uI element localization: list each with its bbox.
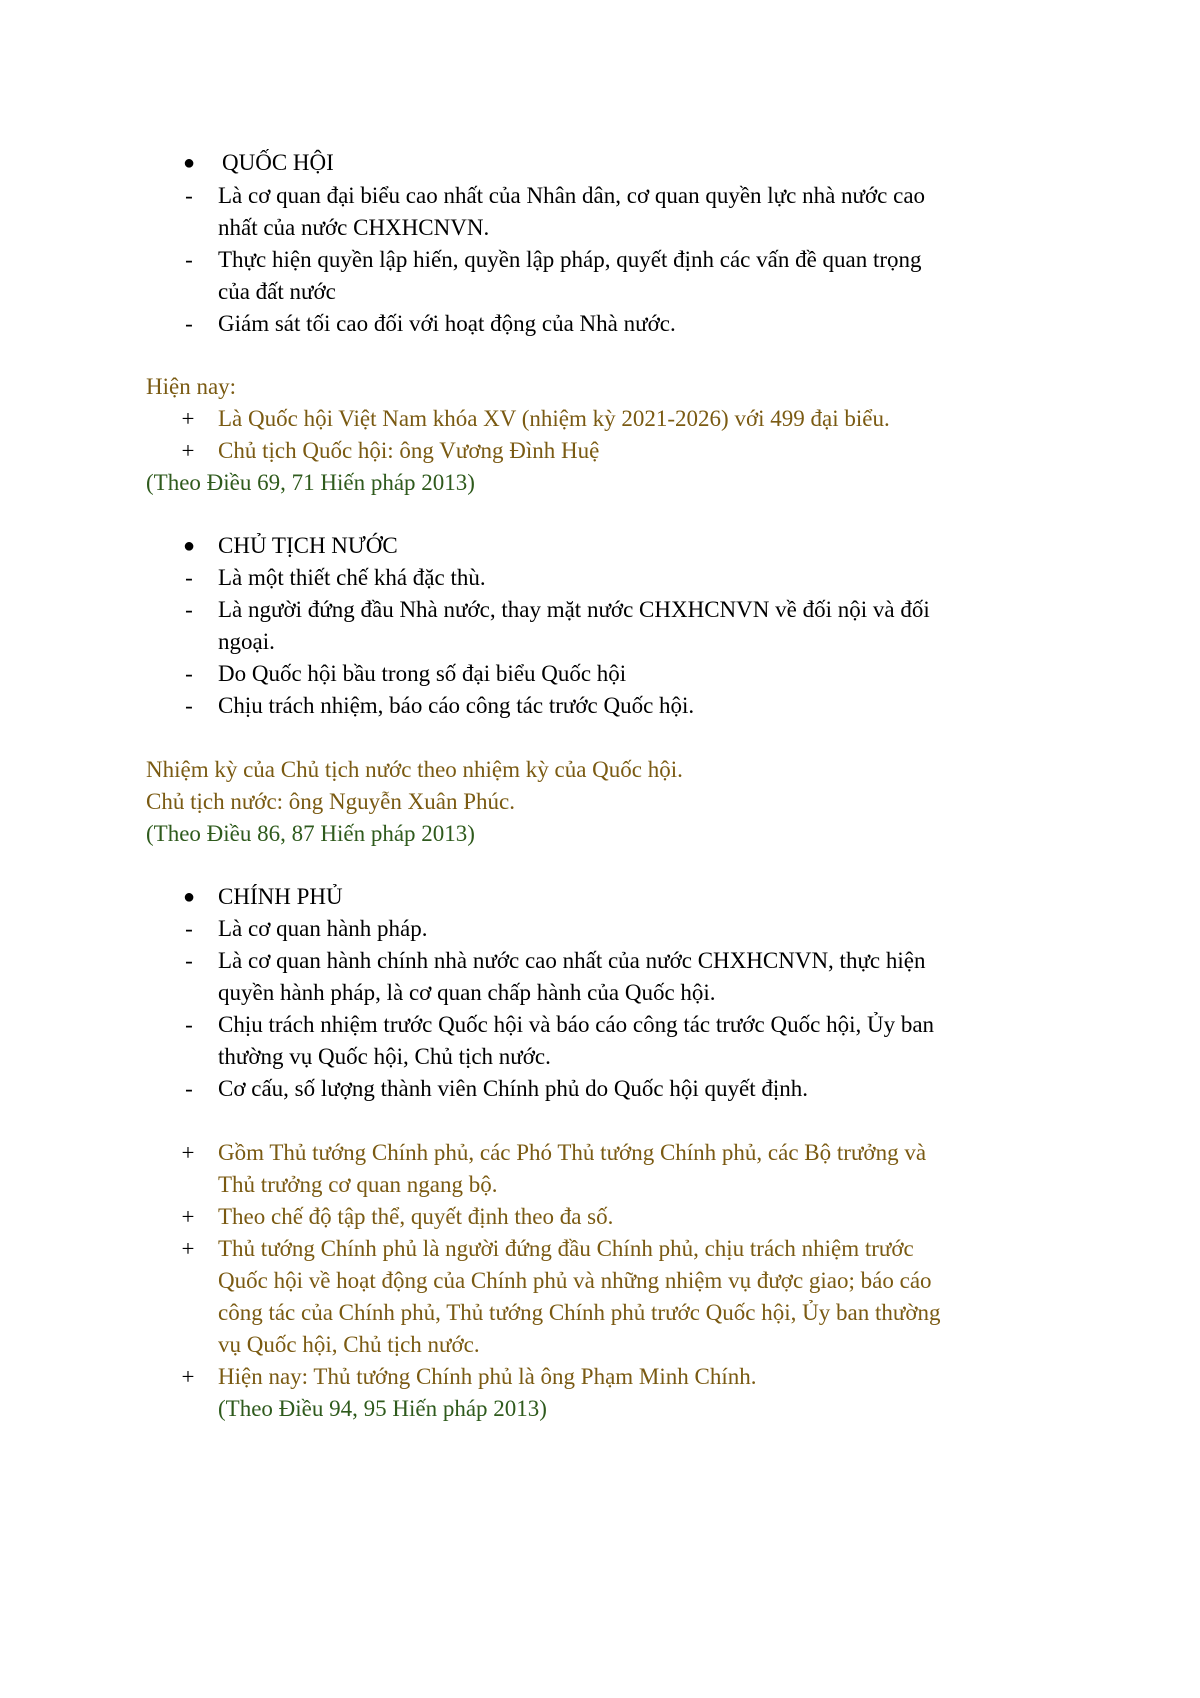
heading-text: QUỐC HỘI — [222, 150, 334, 175]
sub-item-text: vụ Quốc hội, Chủ tịch nước. — [218, 1332, 480, 1357]
plus-marker: + — [181, 1204, 195, 1229]
list-item-text: Là cơ quan hành chính nhà nước cao nhất của nước CHXHCNVN, thực hiện — [218, 948, 926, 973]
dash-marker: - — [185, 661, 193, 686]
plus-marker: + — [181, 438, 195, 463]
list-item-text: Chịu trách nhiệm, báo cáo công tác trước Quốc hội. — [218, 693, 695, 718]
plus-marker: + — [181, 1364, 195, 1389]
current-label-text: Hiện nay: — [146, 374, 237, 399]
sub-item-text: công tác của Chính phủ, Thủ tướng Chính phủ trước Quốc hội, Ủy ban thường — [218, 1300, 941, 1325]
dash-marker: - — [185, 1012, 193, 1037]
bullet-marker: ● — [182, 535, 196, 557]
list-item-text: Thực hiện quyền lập hiến, quyền lập pháp, quyết định các vấn đề quan trọng — [218, 247, 922, 272]
list-item-text: Chịu trách nhiệm trước Quốc hội và báo cáo công tác trước Quốc hội, Ủy ban — [218, 1012, 935, 1037]
bullet-marker: ● — [182, 152, 196, 174]
sub-item-text: Quốc hội về hoạt động của Chính phủ và những nhiệm vụ được giao; báo cáo — [218, 1268, 932, 1293]
plus-marker: + — [181, 1236, 195, 1261]
sub-item-text: Chủ tịch Quốc hội: ông Vương Đình Huệ — [218, 438, 600, 463]
sub-item-text: Hiện nay: Thủ tướng Chính phủ là ông Phạm Minh Chính. — [218, 1364, 757, 1389]
sub-item-text: Gồm Thủ tướng Chính phủ, các Phó Thủ tướng Chính phủ, các Bộ trưởng và — [218, 1140, 927, 1165]
list-item-text: ngoại. — [218, 629, 275, 654]
list-item-text: Do Quốc hội bầu trong số đại biểu Quốc hội — [218, 661, 627, 686]
bullet-marker: ● — [182, 886, 196, 908]
list-item-text: của đất nước — [218, 279, 336, 304]
dash-marker: - — [185, 1076, 193, 1101]
dash-marker: - — [185, 948, 193, 973]
sub-item-text: Thủ trưởng cơ quan ngang bộ. — [218, 1172, 498, 1197]
list-item-text: Là một thiết chế khá đặc thù. — [218, 565, 486, 590]
plus-marker: + — [181, 1140, 195, 1165]
dash-marker: - — [185, 693, 193, 718]
sub-item-text: Là Quốc hội Việt Nam khóa XV (nhiệm kỳ 2021-2026) với 499 đại biểu. — [218, 406, 890, 431]
list-item-text: Giám sát tối cao đối với hoạt động của Nhà nước. — [218, 311, 676, 336]
dash-marker: - — [185, 916, 193, 941]
list-item-text: Là cơ quan hành pháp. — [218, 916, 428, 941]
heading-text: CHÍNH PHỦ — [218, 884, 343, 909]
dash-marker: - — [185, 565, 193, 590]
note-text: Nhiệm kỳ của Chủ tịch nước theo nhiệm kỳ của Quốc hội. — [146, 757, 683, 782]
sub-item-text: Thủ tướng Chính phủ là người đứng đầu Chính phủ, chịu trách nhiệm trước — [218, 1236, 914, 1261]
list-item-text: quyền hành pháp, là cơ quan chấp hành của Quốc hội. — [218, 980, 716, 1005]
dash-marker: - — [185, 597, 193, 622]
list-item-text: Cơ cấu, số lượng thành viên Chính phủ do Quốc hội quyết định. — [218, 1076, 809, 1101]
dash-marker: - — [185, 247, 193, 272]
citation-text: (Theo Điều 69, 71 Hiến pháp 2013) — [146, 470, 475, 495]
list-item-text: Là người đứng đầu Nhà nước, thay mặt nước CHXHCNVN về đối nội và đối — [218, 597, 930, 622]
dash-marker: - — [185, 311, 193, 336]
note-text: Chủ tịch nước: ông Nguyễn Xuân Phúc. — [146, 789, 515, 814]
dash-marker: - — [185, 183, 193, 208]
citation-text: (Theo Điều 94, 95 Hiến pháp 2013) — [218, 1396, 547, 1421]
sub-item-text: Theo chế độ tập thể, quyết định theo đa số. — [218, 1204, 614, 1229]
list-item-text: nhất của nước CHXHCNVN. — [218, 215, 490, 240]
heading-text: CHỦ TỊCH NƯỚC — [218, 533, 398, 558]
list-item-text: Là cơ quan đại biểu cao nhất của Nhân dân, cơ quan quyền lực nhà nước cao — [218, 183, 926, 208]
plus-marker: + — [181, 406, 195, 431]
list-item-text: thường vụ Quốc hội, Chủ tịch nước. — [218, 1044, 551, 1069]
citation-text: (Theo Điều 86, 87 Hiến pháp 2013) — [146, 821, 475, 846]
